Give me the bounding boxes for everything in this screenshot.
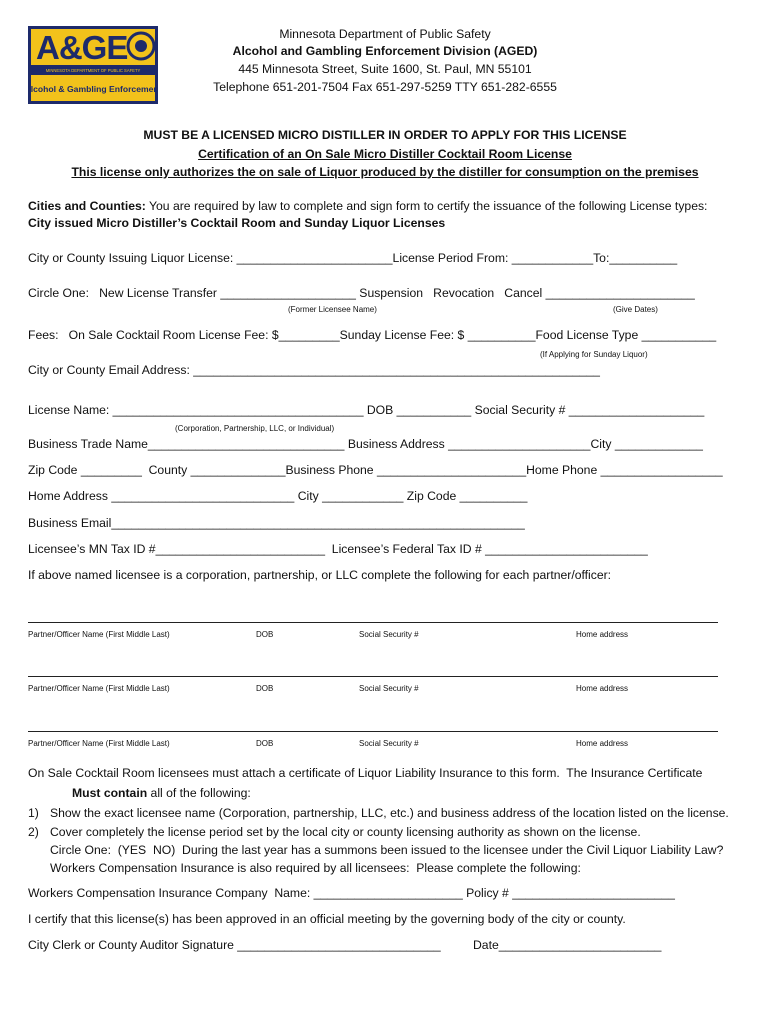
item-2-number: 2) (28, 825, 39, 839)
item-1-number: 1) (28, 806, 39, 820)
certify-statement: I certify that this license(s) has been approved in an official meeting by the governing body of the city or county. (28, 912, 626, 926)
item-2-text: Cover completely the license period set by the local city or county licensing authority as shown on the license. (50, 825, 641, 839)
city-county-email-field[interactable]: City or County Email Address: ____________________________________________________________ (28, 363, 600, 377)
partner-line-2[interactable] (28, 676, 718, 677)
partners-intro: If above named licensee is a corporation, partnership, or LLC complete the following for each partner/officer: (28, 568, 612, 582)
logo-caption: Alcohol & Gambling Enforcement (28, 84, 158, 94)
header-department: Minnesota Department of Public Safety (279, 27, 491, 41)
title-requirement: MUST BE A LICENSED MICRO DISTILLER IN ORDER TO APPLY FOR THIS LICENSE (143, 128, 627, 142)
partner-address-label: Home address (576, 684, 629, 693)
sunday-liquor-note: (If Applying for Sunday Liquor) (540, 350, 648, 359)
title-authorization: This license only authorizes the on sale of Liquor produced by the distiller for consumption on the premises (71, 165, 699, 179)
title-authorization-wrap (0, 165, 770, 179)
workers-comp-field[interactable]: Workers Compensation Insurance Company Name: ______________________ Policy # ________________________ (28, 886, 675, 900)
partner-name-label: Partner/Officer Name (First Middle Last) (28, 684, 170, 693)
intro-text: You are required by law to complete and sign form to certify the issuance of the following License types: (145, 199, 708, 213)
partner-line-1[interactable] (28, 622, 718, 623)
partner-dob-label: DOB (256, 684, 274, 693)
insurance-requirement: On Sale Cocktail Room licensees must attach a certificate of Liquor Liability Insurance to this form. The Insurance Certificate (28, 766, 703, 780)
date-field[interactable]: Date________________________ (473, 938, 662, 952)
license-name-field[interactable]: License Name: _____________________________________ DOB ___________ Social Security # ____________________ (28, 403, 705, 417)
business-email-field[interactable]: Business Email_____________________________________________________________ (28, 516, 525, 530)
header-address: 445 Minnesota Street, Suite 1600, St. Paul, MN 55101 (238, 62, 532, 76)
partner-line-3[interactable] (28, 731, 718, 732)
intro-line (28, 199, 707, 213)
header-division: Alcohol and Gambling Enforcement Division (AGED) (232, 44, 538, 58)
partner-dob-label: DOB (256, 739, 274, 748)
must-contain-label: Must contain (72, 786, 148, 800)
partner-address-label: Home address (576, 630, 629, 639)
must-contain-rest: all of the following: (147, 786, 251, 800)
title-certification-wrap (0, 147, 770, 161)
partner-ssn-label: Social Security # (359, 684, 419, 693)
summons-question[interactable]: Circle One: (YES NO) During the last year has a summons been issued to the licensee under the Civil Liquor Liability Law? (50, 843, 724, 857)
aged-logo (28, 26, 158, 104)
circle-one-field[interactable]: Circle One: New License Transfer ____________________ Suspension Revocation Cancel ______________________ (28, 286, 695, 300)
partner-name-label: Partner/Officer Name (First Middle Last) (28, 630, 170, 639)
issuing-period-field[interactable]: City or County Issuing Liquor License: _______________________License Period From: ____________To:__________ (28, 251, 678, 265)
logo-letters: A&GE (36, 29, 128, 66)
partner-address-label: Home address (576, 739, 629, 748)
must-contain-line (72, 786, 251, 800)
partner-ssn-label: Social Security # (359, 630, 419, 639)
aged-logo-graphic (28, 26, 158, 104)
tax-id-field[interactable]: Licensee’s MN Tax ID #_________________________ Licensee’s Federal Tax ID # ________________________ (28, 542, 648, 556)
former-licensee-note: (Former Licensee Name) (288, 305, 377, 314)
partner-name-label: Partner/Officer Name (First Middle Last) (28, 739, 170, 748)
partner-dob-label: DOB (256, 630, 274, 639)
zip-county-phone-field[interactable]: Zip Code _________ County ______________Business Phone ______________________Home Phone __________________ (28, 463, 723, 477)
business-trade-field[interactable]: Business Trade Name_____________________________ Business Address _____________________City _____________ (28, 437, 703, 451)
signature-field[interactable]: City Clerk or County Auditor Signature ______________________________ (28, 938, 441, 952)
workers-comp-note: Workers Compensation Insurance is also required by all licensees: Please complete the following: (50, 861, 581, 875)
logo-strip-text: MINNESOTA DEPARTMENT OF PUBLIC SAFETY (45, 68, 141, 73)
header-phones: Telephone 651-201-7504 Fax 651-297-5259 TTY 651-282-6555 (213, 80, 557, 94)
intro-label: Cities and Counties: (28, 199, 146, 213)
item-1-text: Show the exact licensee name (Corporation, partnership, LLC, etc.) and business address of the location listed on the license. (50, 806, 729, 820)
title-certification: Certification of an On Sale Micro Distiller Cocktail Room License (198, 147, 572, 161)
fees-field[interactable]: Fees: On Sale Cocktail Room License Fee: $_________Sunday License Fee: $ __________Food License Type ___________ (28, 328, 717, 342)
corporation-note: (Corporation, Partnership, LLC, or Individual) (175, 424, 335, 433)
home-address-field[interactable]: Home Address ___________________________ City ____________ Zip Code __________ (28, 489, 528, 503)
give-dates-note: (Give Dates) (613, 305, 658, 314)
intro-license-types: City issued Micro Distiller’s Cocktail Room and Sunday Liquor Licenses (28, 216, 446, 230)
partner-ssn-label: Social Security # (359, 739, 419, 748)
